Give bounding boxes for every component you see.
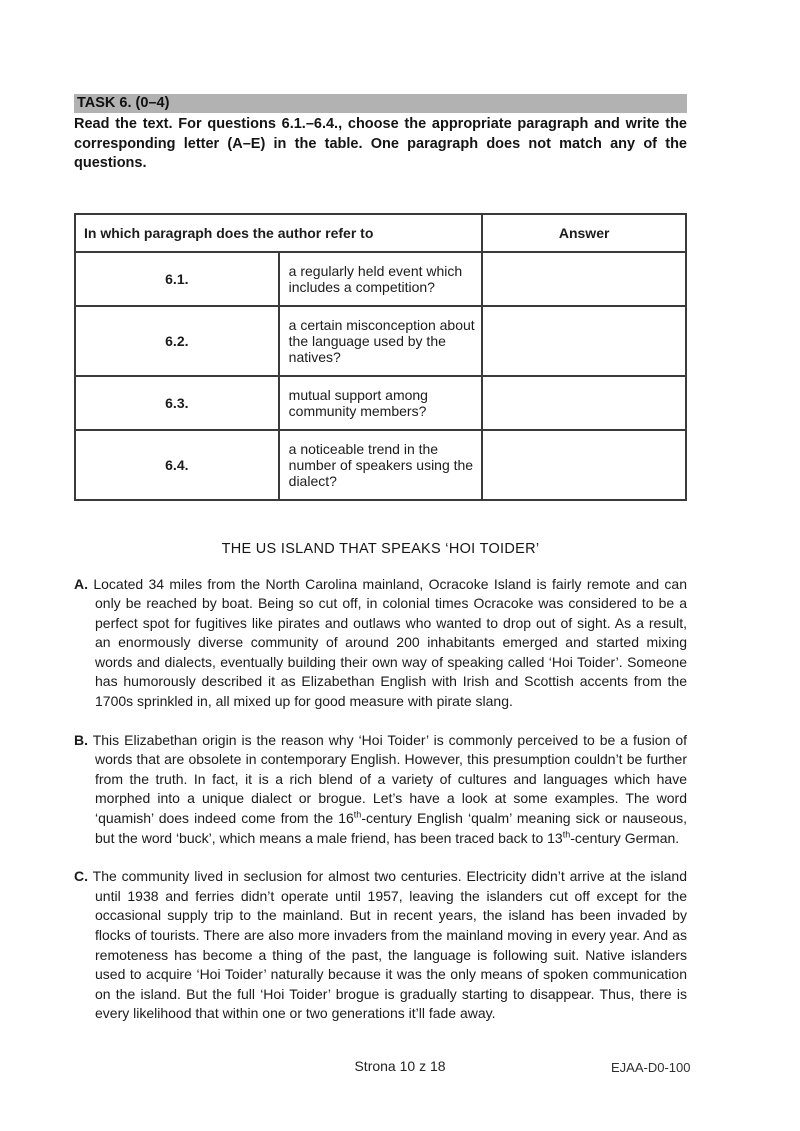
paragraph-body: The community lived in seclusion for almost two centuries. Electricity didn’t arrive at the island until 1938 and ferries didn’t operate until 1957, leaving the islanders cut off except for the occasional supply trip to the mainland. But in recent years, the island has been invaded by flocks of tourists. There are also more invaders from the mainland moving in every year. And as remoteness has become a thing of the past, the language is following suit. Native islanders used to acquire ‘Hoi Toider’ naturally because it was the only means of spoken communication on the island. But the full ‘Hoi Toider’ brogue is gradually starting to disappear. Thus, there is every likelihood that within one or two generations it’ll fade away. <box>92 868 687 1022</box>
ordinal-superscript: th <box>562 828 571 839</box>
table-row <box>75 430 686 500</box>
task-instructions: Read the text. For questions 6.1.–6.4., choose the appropriate paragraph and write the corresponding letter (A–E) in the table. One paragraph does not match any of the questions. <box>74 116 687 171</box>
paragraph-body-segment: -century English ‘qualm’ meaning sick or nauseous, but the word ‘buck’, which means a male friend, has been traced back to 13 <box>95 810 688 846</box>
paragraph-b <box>74 731 687 849</box>
table-header-question: In which paragraph does the author refer to <box>75 214 482 252</box>
task-header: TASK 6. (0–4) <box>74 94 687 113</box>
footer-page-number: Strona 10 z 18 <box>354 1058 446 1074</box>
table-header-answer: Answer <box>482 214 686 252</box>
table-row <box>75 252 686 306</box>
answer-cell[interactable] <box>482 252 686 306</box>
question-number: 6.1. <box>75 252 279 306</box>
paragraph-body-segment: -century German. <box>570 829 680 846</box>
table-row <box>75 376 686 430</box>
paragraph-body-segment: This Elizabethan origin is the reason why ‘Hoi Toider’ is commonly perceived to be a fusion of words that are obsolete in contemporary English. However, this presumption couldn’t be further from the truth. In fact, it is a rich blend of a variety of cultures and languages which have morphed into a unique dialect or brogue. Let’s have a look at some examples. The word ‘quamish’ does indeed come from the 16 <box>92 731 687 827</box>
paragraph-letter: B. <box>74 731 88 748</box>
question-number: 6.4. <box>75 430 279 500</box>
question-table <box>74 213 687 501</box>
paragraph-c <box>74 867 687 1024</box>
question-number: 6.2. <box>75 306 279 376</box>
table-header-row <box>75 214 686 252</box>
ordinal-superscript: th <box>353 809 362 820</box>
answer-cell[interactable] <box>482 376 686 430</box>
footer-document-code: EJAA-D0-100 <box>611 1060 691 1075</box>
paragraph-letter: A. <box>74 575 88 592</box>
answer-cell[interactable] <box>482 430 686 500</box>
paragraph-letter: C. <box>74 868 88 885</box>
table-row <box>75 306 686 376</box>
question-text: a noticeable trend in the number of speakers using the dialect? <box>279 430 483 500</box>
question-text: a certain misconception about the language used by the natives? <box>279 306 483 376</box>
page-content <box>74 94 687 1024</box>
paragraph-a <box>74 575 687 712</box>
question-number: 6.3. <box>75 376 279 430</box>
reading-title: THE US ISLAND THAT SPEAKS ‘HOI TOIDER’ <box>221 540 540 557</box>
answer-cell[interactable] <box>482 306 686 376</box>
paragraph-body: Located 34 miles from the North Carolina mainland, Ocracoke Island is fairly remote and can only be reached by boat. Being so cut off, in colonial times Ocracoke was considered to be a perfect spot for fugitives like pirates and outlaws who wanted to drop out of sight. As a result, an enormously diverse community of around 200 inhabitants emerged and started mixing words and dialects, eventually building their own way of speaking called ‘Hoi Toider’. Someone has humorously described it as Elizabethan English with Irish and Scottish accents from the 1700s sprinkled in, all mixed up for good measure with pirate slang. <box>93 575 688 710</box>
question-text: mutual support among community members? <box>279 376 483 430</box>
question-text: a regularly held event which includes a competition? <box>279 252 483 306</box>
